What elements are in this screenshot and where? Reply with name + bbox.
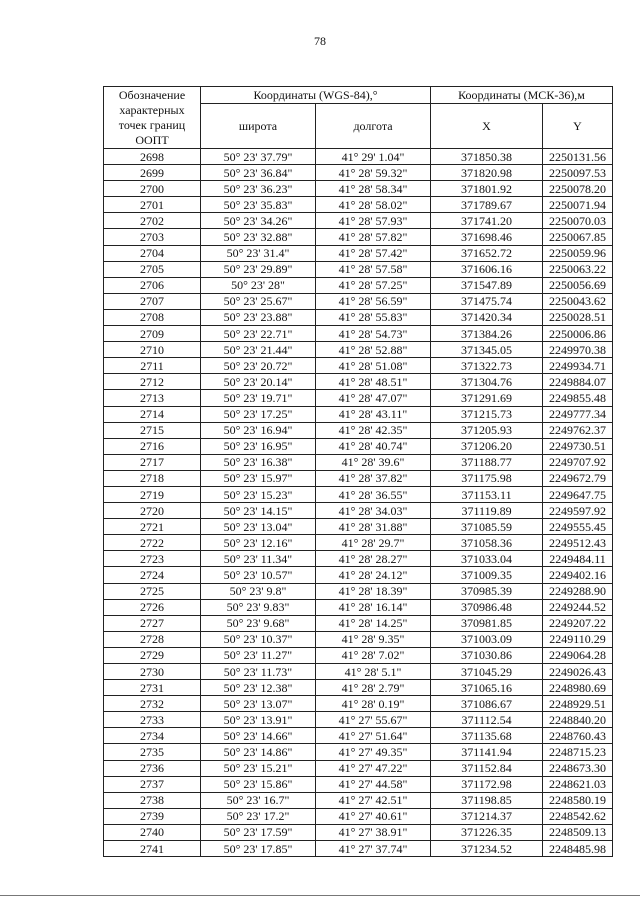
table-row	[104, 422, 613, 438]
x-cell: 371789.67	[431, 197, 543, 213]
latitude-cell: 50° 23' 36.23"	[201, 181, 316, 197]
latitude-cell: 50° 23' 25.67"	[201, 293, 316, 309]
point-id-cell: 2701	[104, 197, 201, 213]
longitude-cell: 41° 28' 42.35"	[316, 422, 431, 438]
y-cell: 2248673.30	[543, 760, 613, 776]
x-cell: 371198.85	[431, 792, 543, 808]
longitude-cell: 41° 28' 51.08"	[316, 358, 431, 374]
longitude-cell: 41° 28' 37.82"	[316, 470, 431, 486]
longitude-cell: 41° 28' 14.25"	[316, 615, 431, 631]
y-cell: 2250028.51	[543, 309, 613, 325]
x-cell: 371345.05	[431, 342, 543, 358]
point-id-cell: 2709	[104, 326, 201, 342]
y-cell: 2249207.22	[543, 615, 613, 631]
table-row	[104, 229, 613, 245]
coordinates-table	[103, 86, 613, 857]
latitude-cell: 50° 23' 31.4"	[201, 245, 316, 261]
table-row	[104, 599, 613, 615]
point-id-cell: 2706	[104, 277, 201, 293]
longitude-cell: 41° 28' 57.42"	[316, 245, 431, 261]
x-cell: 371206.20	[431, 438, 543, 454]
longitude-cell: 41° 28' 52.88"	[316, 342, 431, 358]
latitude-cell: 50° 23' 16.7"	[201, 792, 316, 808]
longitude-cell: 41° 28' 2.79"	[316, 680, 431, 696]
longitude-cell: 41° 28' 55.83"	[316, 309, 431, 325]
y-cell: 2249402.16	[543, 567, 613, 583]
table-row	[104, 309, 613, 325]
point-id-cell: 2711	[104, 358, 201, 374]
table-row	[104, 792, 613, 808]
point-id-cell: 2703	[104, 229, 201, 245]
point-id-cell: 2715	[104, 422, 201, 438]
longitude-cell: 41° 28' 31.88"	[316, 519, 431, 535]
y-cell: 2249597.92	[543, 503, 613, 519]
x-cell: 371141.94	[431, 744, 543, 760]
longitude-cell: 41° 27' 55.67"	[316, 712, 431, 728]
x-cell: 371801.92	[431, 181, 543, 197]
table-row	[104, 551, 613, 567]
y-cell: 2249288.90	[543, 583, 613, 599]
longitude-cell: 41° 28' 28.27"	[316, 551, 431, 567]
point-id-cell: 2734	[104, 728, 201, 744]
y-cell: 2250063.22	[543, 261, 613, 277]
y-cell: 2248621.03	[543, 776, 613, 792]
y-cell: 2248542.62	[543, 808, 613, 824]
latitude-cell: 50° 23' 17.25"	[201, 406, 316, 422]
latitude-cell: 50° 23' 34.26"	[201, 213, 316, 229]
x-cell: 371606.16	[431, 261, 543, 277]
latitude-cell: 50° 23' 11.27"	[201, 647, 316, 663]
longitude-cell: 41° 28' 54.73"	[316, 326, 431, 342]
longitude-cell: 41° 28' 24.12"	[316, 567, 431, 583]
y-cell: 2250078.20	[543, 181, 613, 197]
latitude-cell: 50° 23' 29.89"	[201, 261, 316, 277]
table-row	[104, 358, 613, 374]
latitude-cell: 50° 23' 28"	[201, 277, 316, 293]
latitude-cell: 50° 23' 35.83"	[201, 197, 316, 213]
y-cell: 2249647.75	[543, 486, 613, 502]
longitude-cell: 41° 28' 57.58"	[316, 261, 431, 277]
longitude-cell: 41° 27' 42.51"	[316, 792, 431, 808]
x-cell: 371033.04	[431, 551, 543, 567]
x-cell: 371322.73	[431, 358, 543, 374]
table-row	[104, 245, 613, 261]
point-id-cell: 2707	[104, 293, 201, 309]
y-cell: 2249244.52	[543, 599, 613, 615]
x-cell: 371291.69	[431, 390, 543, 406]
x-cell: 371547.89	[431, 277, 543, 293]
x-cell: 371045.29	[431, 664, 543, 680]
table-row	[104, 615, 613, 631]
latitude-cell: 50° 23' 9.8"	[201, 583, 316, 599]
point-id-cell: 2712	[104, 374, 201, 390]
latitude-cell: 50° 23' 17.59"	[201, 824, 316, 840]
table-row	[104, 454, 613, 470]
x-cell: 371214.37	[431, 808, 543, 824]
longitude-cell: 41° 27' 38.91"	[316, 824, 431, 840]
longitude-cell: 41° 28' 58.02"	[316, 197, 431, 213]
longitude-cell: 41° 28' 7.02"	[316, 647, 431, 663]
x-cell: 371205.93	[431, 422, 543, 438]
y-cell: 2249512.43	[543, 535, 613, 551]
x-cell: 370981.85	[431, 615, 543, 631]
y-cell: 2249777.34	[543, 406, 613, 422]
table-row	[104, 503, 613, 519]
y-cell: 2249934.71	[543, 358, 613, 374]
point-id-cell: 2717	[104, 454, 201, 470]
header-latitude: широта	[201, 104, 316, 149]
table-row	[104, 776, 613, 792]
x-cell: 371003.09	[431, 631, 543, 647]
longitude-cell: 41° 27' 37.74"	[316, 841, 431, 857]
point-id-cell: 2729	[104, 647, 201, 663]
x-cell: 371030.86	[431, 647, 543, 663]
point-id-cell: 2699	[104, 165, 201, 181]
latitude-cell: 50° 23' 16.38"	[201, 454, 316, 470]
point-id-cell: 2698	[104, 149, 201, 165]
x-cell: 371234.52	[431, 841, 543, 857]
table-row	[104, 712, 613, 728]
point-id-cell: 2708	[104, 309, 201, 325]
header-msk36-group: Координаты (МСК-36),м	[431, 87, 613, 104]
x-cell: 370985.39	[431, 583, 543, 599]
point-id-cell: 2739	[104, 808, 201, 824]
latitude-cell: 50° 23' 36.84"	[201, 165, 316, 181]
latitude-cell: 50° 23' 14.15"	[201, 503, 316, 519]
table-row	[104, 664, 613, 680]
table-header	[104, 87, 613, 149]
x-cell: 371135.68	[431, 728, 543, 744]
longitude-cell: 41° 28' 16.14"	[316, 599, 431, 615]
latitude-cell: 50° 23' 9.68"	[201, 615, 316, 631]
x-cell: 371304.76	[431, 374, 543, 390]
table-row	[104, 326, 613, 342]
y-cell: 2250070.03	[543, 213, 613, 229]
y-cell: 2248485.98	[543, 841, 613, 857]
latitude-cell: 50° 23' 9.83"	[201, 599, 316, 615]
point-id-cell: 2728	[104, 631, 201, 647]
table-row	[104, 374, 613, 390]
y-cell: 2249707.92	[543, 454, 613, 470]
x-cell: 371652.72	[431, 245, 543, 261]
longitude-cell: 41° 29' 1.04"	[316, 149, 431, 165]
latitude-cell: 50° 23' 13.04"	[201, 519, 316, 535]
y-cell: 2248760.43	[543, 728, 613, 744]
point-id-cell: 2700	[104, 181, 201, 197]
point-id-cell: 2718	[104, 470, 201, 486]
latitude-cell: 50° 23' 15.97"	[201, 470, 316, 486]
latitude-cell: 50° 23' 16.94"	[201, 422, 316, 438]
table-row	[104, 390, 613, 406]
table-row	[104, 261, 613, 277]
latitude-cell: 50° 23' 12.38"	[201, 680, 316, 696]
table-row	[104, 535, 613, 551]
point-id-cell: 2722	[104, 535, 201, 551]
latitude-cell: 50° 23' 11.34"	[201, 551, 316, 567]
longitude-cell: 41° 28' 59.32"	[316, 165, 431, 181]
table-row	[104, 841, 613, 857]
latitude-cell: 50° 23' 10.37"	[201, 631, 316, 647]
x-cell: 371698.46	[431, 229, 543, 245]
point-id-cell: 2736	[104, 760, 201, 776]
longitude-cell: 41° 28' 48.51"	[316, 374, 431, 390]
x-cell: 371058.36	[431, 535, 543, 551]
x-cell: 371215.73	[431, 406, 543, 422]
longitude-cell: 41° 28' 39.6"	[316, 454, 431, 470]
latitude-cell: 50° 23' 13.91"	[201, 712, 316, 728]
y-cell: 2248509.13	[543, 824, 613, 840]
longitude-cell: 41° 28' 29.7"	[316, 535, 431, 551]
table-row	[104, 406, 613, 422]
longitude-cell: 41° 28' 43.11"	[316, 406, 431, 422]
table-row	[104, 728, 613, 744]
point-id-cell: 2727	[104, 615, 201, 631]
latitude-cell: 50° 23' 32.88"	[201, 229, 316, 245]
x-cell: 371420.34	[431, 309, 543, 325]
point-id-cell: 2724	[104, 567, 201, 583]
point-id-cell: 2721	[104, 519, 201, 535]
y-cell: 2250056.69	[543, 277, 613, 293]
longitude-cell: 41° 27' 49.35"	[316, 744, 431, 760]
point-id-cell: 2725	[104, 583, 201, 599]
y-cell: 2248715.23	[543, 744, 613, 760]
point-id-cell: 2738	[104, 792, 201, 808]
y-cell: 2250071.94	[543, 197, 613, 213]
table-row	[104, 744, 613, 760]
y-cell: 2250097.53	[543, 165, 613, 181]
x-cell: 371820.98	[431, 165, 543, 181]
y-cell: 2250067.85	[543, 229, 613, 245]
latitude-cell: 50° 23' 14.66"	[201, 728, 316, 744]
latitude-cell: 50° 23' 14.86"	[201, 744, 316, 760]
x-cell: 371475.74	[431, 293, 543, 309]
latitude-cell: 50° 23' 15.21"	[201, 760, 316, 776]
y-cell: 2250131.56	[543, 149, 613, 165]
point-id-cell: 2714	[104, 406, 201, 422]
table-row	[104, 213, 613, 229]
longitude-cell: 41° 28' 36.55"	[316, 486, 431, 502]
point-id-cell: 2716	[104, 438, 201, 454]
point-id-cell: 2741	[104, 841, 201, 857]
y-cell: 2249484.11	[543, 551, 613, 567]
point-id-cell: 2723	[104, 551, 201, 567]
table-row	[104, 293, 613, 309]
longitude-cell: 41° 28' 58.34"	[316, 181, 431, 197]
x-cell: 371850.38	[431, 149, 543, 165]
table-row	[104, 277, 613, 293]
y-cell: 2249730.51	[543, 438, 613, 454]
longitude-cell: 41° 28' 40.74"	[316, 438, 431, 454]
latitude-cell: 50° 23' 15.23"	[201, 486, 316, 502]
point-id-cell: 2730	[104, 664, 201, 680]
table-row	[104, 567, 613, 583]
point-id-cell: 2710	[104, 342, 201, 358]
latitude-cell: 50° 23' 22.71"	[201, 326, 316, 342]
point-id-cell: 2726	[104, 599, 201, 615]
latitude-cell: 50° 23' 21.44"	[201, 342, 316, 358]
longitude-cell: 41° 28' 18.39"	[316, 583, 431, 599]
page-bottom-rule	[0, 895, 640, 896]
header-longitude: долгота	[316, 104, 431, 149]
x-cell: 371226.35	[431, 824, 543, 840]
longitude-cell: 41° 28' 57.82"	[316, 229, 431, 245]
longitude-cell: 41° 28' 56.59"	[316, 293, 431, 309]
table-row	[104, 760, 613, 776]
x-cell: 371119.89	[431, 503, 543, 519]
longitude-cell: 41° 28' 57.93"	[316, 213, 431, 229]
y-cell: 2248580.19	[543, 792, 613, 808]
latitude-cell: 50° 23' 15.86"	[201, 776, 316, 792]
latitude-cell: 50° 23' 17.85"	[201, 841, 316, 857]
longitude-cell: 41° 28' 9.35"	[316, 631, 431, 647]
x-cell: 371741.20	[431, 213, 543, 229]
latitude-cell: 50° 23' 13.07"	[201, 696, 316, 712]
table-row	[104, 342, 613, 358]
longitude-cell: 41° 28' 5.1"	[316, 664, 431, 680]
latitude-cell: 50° 23' 12.16"	[201, 535, 316, 551]
longitude-cell: 41° 28' 34.03"	[316, 503, 431, 519]
longitude-cell: 41° 27' 47.22"	[316, 760, 431, 776]
point-id-cell: 2705	[104, 261, 201, 277]
table-row	[104, 824, 613, 840]
y-cell: 2249884.07	[543, 374, 613, 390]
point-id-cell: 2720	[104, 503, 201, 519]
table-row	[104, 519, 613, 535]
y-cell: 2250006.86	[543, 326, 613, 342]
y-cell: 2248980.69	[543, 680, 613, 696]
table-row	[104, 486, 613, 502]
x-cell: 371153.11	[431, 486, 543, 502]
latitude-cell: 50° 23' 10.57"	[201, 567, 316, 583]
latitude-cell: 50° 23' 20.14"	[201, 374, 316, 390]
x-cell: 371009.35	[431, 567, 543, 583]
point-id-cell: 2713	[104, 390, 201, 406]
point-id-cell: 2735	[104, 744, 201, 760]
y-cell: 2249110.29	[543, 631, 613, 647]
table-row	[104, 696, 613, 712]
x-cell: 371085.59	[431, 519, 543, 535]
x-cell: 371152.84	[431, 760, 543, 776]
y-cell: 2250059.96	[543, 245, 613, 261]
longitude-cell: 41° 27' 51.64"	[316, 728, 431, 744]
latitude-cell: 50° 23' 20.72"	[201, 358, 316, 374]
y-cell: 2249672.79	[543, 470, 613, 486]
y-cell: 2249026.43	[543, 664, 613, 680]
y-cell: 2248840.20	[543, 712, 613, 728]
latitude-cell: 50° 23' 16.95"	[201, 438, 316, 454]
header-point-designation: Обозначение характерных точек границ ООПТ	[104, 87, 201, 149]
table-row	[104, 680, 613, 696]
x-cell: 371384.26	[431, 326, 543, 342]
point-id-cell: 2732	[104, 696, 201, 712]
latitude-cell: 50° 23' 23.88"	[201, 309, 316, 325]
header-wgs84-group: Координаты (WGS-84),°	[201, 87, 431, 104]
point-id-cell: 2702	[104, 213, 201, 229]
latitude-cell: 50° 23' 37.79"	[201, 149, 316, 165]
x-cell: 371086.67	[431, 696, 543, 712]
page-number: 78	[314, 34, 326, 48]
table-row	[104, 647, 613, 663]
x-cell: 371175.98	[431, 470, 543, 486]
x-cell: 371188.77	[431, 454, 543, 470]
point-id-cell: 2719	[104, 486, 201, 502]
latitude-cell: 50° 23' 17.2"	[201, 808, 316, 824]
y-cell: 2249970.38	[543, 342, 613, 358]
y-cell: 2248929.51	[543, 696, 613, 712]
table-row	[104, 197, 613, 213]
point-id-cell: 2704	[104, 245, 201, 261]
x-cell: 371065.16	[431, 680, 543, 696]
longitude-cell: 41° 28' 57.25"	[316, 277, 431, 293]
latitude-cell: 50° 23' 19.71"	[201, 390, 316, 406]
y-cell: 2249064.28	[543, 647, 613, 663]
table-body	[104, 149, 613, 857]
table-row	[104, 438, 613, 454]
y-cell: 2249555.45	[543, 519, 613, 535]
longitude-cell: 41° 28' 47.07"	[316, 390, 431, 406]
table-row	[104, 165, 613, 181]
point-id-cell: 2731	[104, 680, 201, 696]
x-cell: 370986.48	[431, 599, 543, 615]
point-id-cell: 2740	[104, 824, 201, 840]
longitude-cell: 41° 28' 0.19"	[316, 696, 431, 712]
x-cell: 371112.54	[431, 712, 543, 728]
table-row	[104, 181, 613, 197]
y-cell: 2249762.37	[543, 422, 613, 438]
longitude-cell: 41° 27' 44.58"	[316, 776, 431, 792]
point-id-cell: 2737	[104, 776, 201, 792]
table-row	[104, 149, 613, 165]
header-y: Y	[543, 104, 613, 149]
y-cell: 2250043.62	[543, 293, 613, 309]
table-row	[104, 631, 613, 647]
point-id-cell: 2733	[104, 712, 201, 728]
latitude-cell: 50° 23' 11.73"	[201, 664, 316, 680]
header-x: X	[431, 104, 543, 149]
table-row	[104, 808, 613, 824]
table-row	[104, 470, 613, 486]
longitude-cell: 41° 27' 40.61"	[316, 808, 431, 824]
y-cell: 2249855.48	[543, 390, 613, 406]
table-row	[104, 583, 613, 599]
x-cell: 371172.98	[431, 776, 543, 792]
